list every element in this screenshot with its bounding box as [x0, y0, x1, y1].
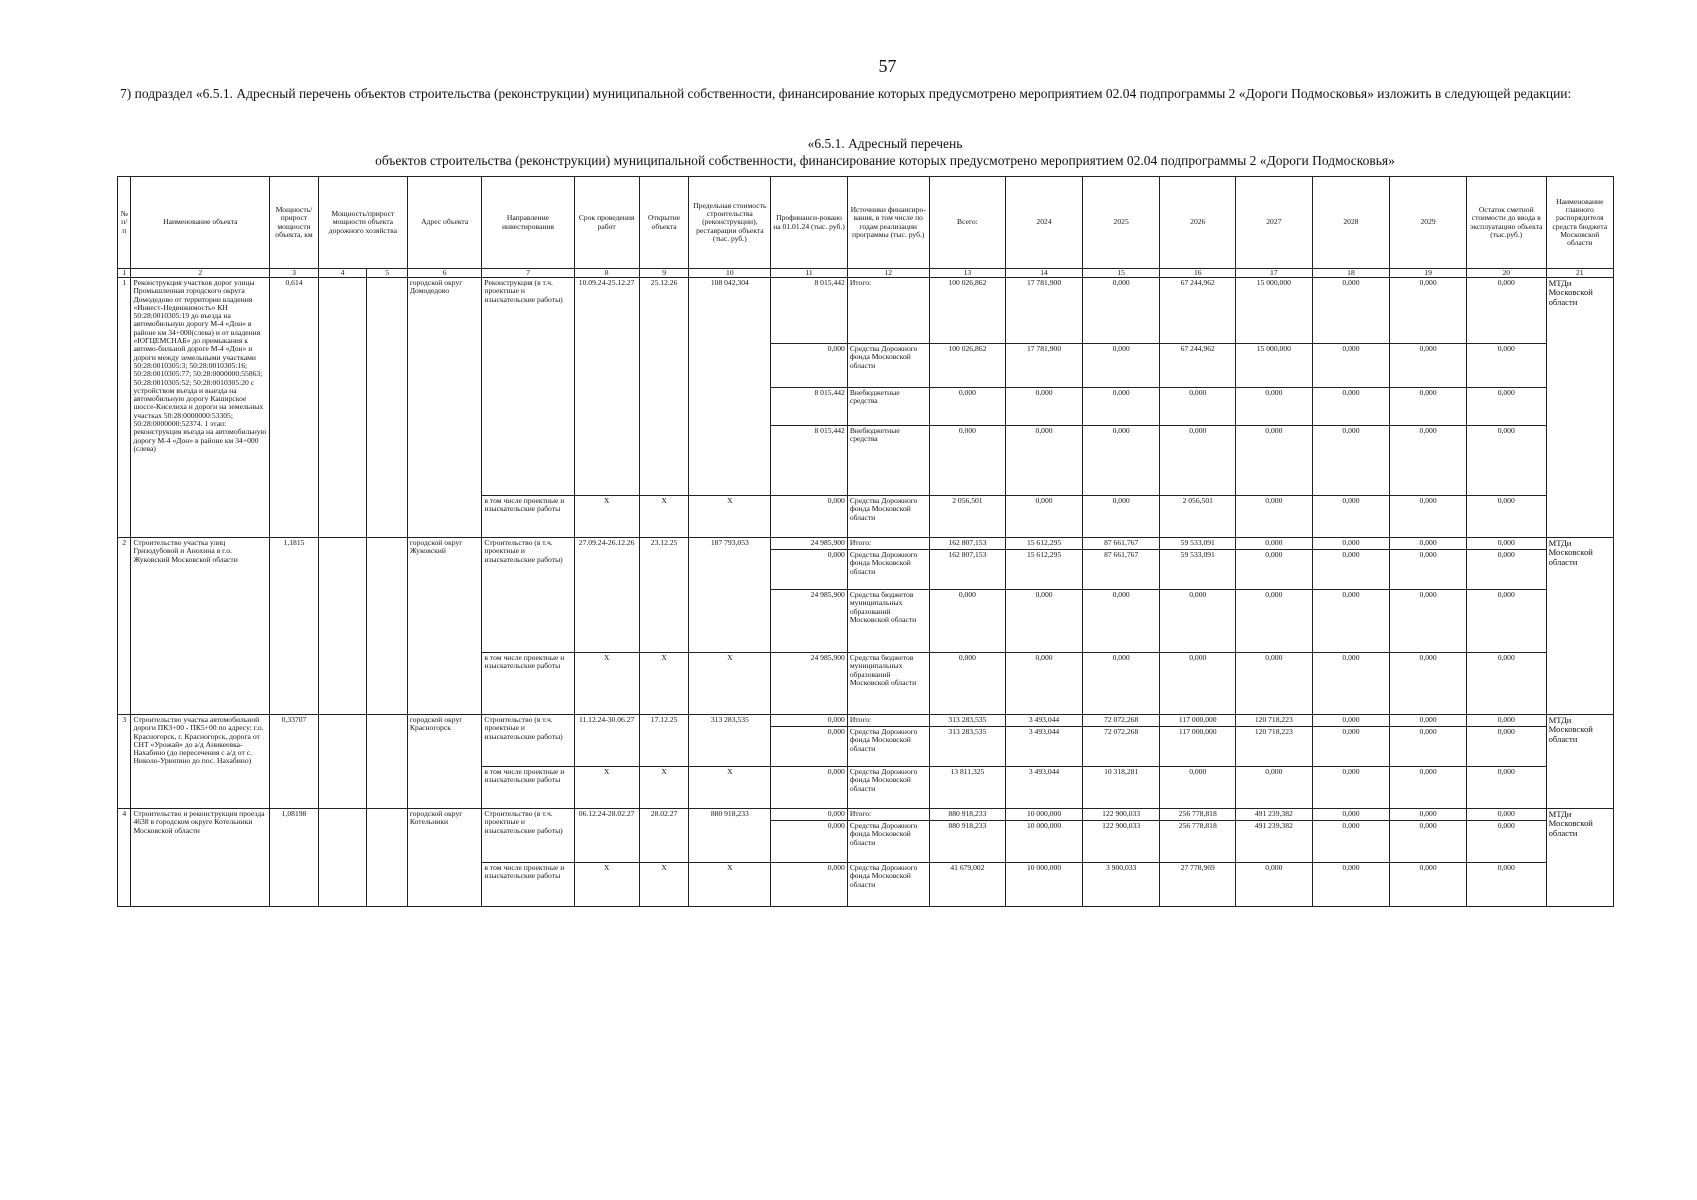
total-value: 880 918,233	[929, 809, 1006, 821]
column-number: 10	[689, 269, 771, 278]
funding-source: Внебюджетные средства	[847, 388, 929, 426]
object-distributor: МТДи Московской области	[1546, 809, 1613, 907]
value-2026: 117 000,000	[1160, 727, 1236, 767]
x-mark: X	[574, 496, 639, 538]
object-direction-sub: в том числе проектные и изыскательские работы	[482, 767, 574, 809]
total-value: 0,000	[929, 426, 1006, 496]
intro-paragraph: 7) подраздел «6.5.1. Адресный перечень объектов строительства (реконструкции) муниципальной собственности, финансирование которых предусмотрено мероприятием 02.04 подпрограммы 2 «Дороги Подмосковья» изложить в следующей редакции:	[120, 86, 1572, 101]
object-term: 11.12.24-30.06.27	[574, 715, 639, 767]
funding-source: Средства бюджетов муниципальных образований Московской области	[847, 590, 929, 653]
value-2028: 0,000	[1312, 278, 1390, 344]
value-2029: 0,000	[1390, 344, 1467, 388]
funding-source: Средства Дорожного фонда Московской области	[847, 727, 929, 767]
prefinanced-value: 24 985,900	[771, 538, 848, 550]
value-2029: 0,000	[1390, 653, 1467, 715]
header-capacity-object: Мощность/ прирост мощности объекта, км	[270, 177, 319, 269]
value-2026: 256 778,818	[1160, 821, 1236, 863]
value-2028: 0,000	[1312, 821, 1390, 863]
value-2027: 15 000,000	[1236, 278, 1313, 344]
column-number: 12	[847, 269, 929, 278]
remainder-value: 0,000	[1466, 344, 1546, 388]
table-header-row	[118, 177, 1614, 269]
header-num: № п/п	[118, 177, 131, 269]
value-2024: 17 781,900	[1006, 278, 1083, 344]
object-distributor: МТДи Московской области	[1546, 715, 1613, 809]
x-mark: X	[639, 653, 689, 715]
object-capacity-road	[318, 278, 367, 538]
object-name: Строительство и реконструкция проезда 4638 в городском округе Котельники Московской области	[131, 809, 270, 907]
column-number-row	[118, 269, 1614, 278]
value-2024: 0,000	[1006, 653, 1083, 715]
object-distributor: МТДи Московской области	[1546, 278, 1613, 538]
prefinanced-value: 0,000	[771, 821, 848, 863]
value-2028: 0,000	[1312, 715, 1390, 727]
header-opening: Открытие объекта	[639, 177, 689, 269]
value-2025: 0,000	[1082, 590, 1160, 653]
funding-source: Итого:	[847, 715, 929, 727]
remainder-value: 0,000	[1466, 727, 1546, 767]
total-value: 313 283,535	[929, 727, 1006, 767]
column-number: 9	[639, 269, 689, 278]
column-number: 15	[1082, 269, 1160, 278]
header-2028: 2028	[1312, 177, 1390, 269]
object-opening: 28.02.27	[639, 809, 689, 863]
value-2026: 2 056,501	[1160, 496, 1236, 538]
remainder-value: 0,000	[1466, 550, 1546, 590]
total-value: 100 026,862	[929, 278, 1006, 344]
value-2029: 0,000	[1390, 590, 1467, 653]
total-value: 880 918,233	[929, 821, 1006, 863]
value-2027: 0,000	[1236, 590, 1313, 653]
object-term: 27.09.24-26.12.26	[574, 538, 639, 653]
column-number: 21	[1546, 269, 1613, 278]
prefinanced-value: 0,000	[771, 809, 848, 821]
section-title: «6.5.1. Адресный перечень	[807, 136, 963, 151]
column-number: 6	[407, 269, 482, 278]
object-number: 3	[118, 715, 131, 809]
value-2029: 0,000	[1390, 388, 1467, 426]
value-2024: 3 493,044	[1006, 767, 1083, 809]
remainder-value: 0,000	[1466, 809, 1546, 821]
value-2029: 0,000	[1390, 727, 1467, 767]
address-list-table	[117, 176, 1614, 907]
x-mark: X	[574, 653, 639, 715]
value-2027: 0,000	[1236, 496, 1313, 538]
column-number: 16	[1160, 269, 1236, 278]
value-2026: 117 000,000	[1160, 715, 1236, 727]
table-row	[118, 715, 1614, 727]
value-2026: 27 778,969	[1160, 863, 1236, 907]
remainder-value: 0,000	[1466, 496, 1546, 538]
value-2024: 0,000	[1006, 426, 1083, 496]
x-mark: X	[689, 496, 771, 538]
value-2029: 0,000	[1390, 550, 1467, 590]
column-number: 17	[1236, 269, 1313, 278]
prefinanced-value: 0,000	[771, 344, 848, 388]
value-2025: 72 072,268	[1082, 715, 1160, 727]
value-2024: 10 000,000	[1006, 809, 1083, 821]
x-mark: X	[574, 767, 639, 809]
value-2026: 0,000	[1160, 767, 1236, 809]
column-number: 5	[367, 269, 407, 278]
value-2028: 0,000	[1312, 863, 1390, 907]
total-value: 0,000	[929, 653, 1006, 715]
object-term: 10.09.24-25.12.27	[574, 278, 639, 496]
column-number: 7	[482, 269, 574, 278]
value-2027: 491 239,382	[1236, 809, 1313, 821]
column-number: 14	[1006, 269, 1083, 278]
value-2025: 122 900,033	[1082, 821, 1160, 863]
remainder-value: 0,000	[1466, 767, 1546, 809]
funding-source: Итого:	[847, 538, 929, 550]
object-direction-sub: в том числе проектные и изыскательские работы	[482, 496, 574, 538]
remainder-value: 0,000	[1466, 426, 1546, 496]
value-2024: 17 781,900	[1006, 344, 1083, 388]
column-number: 4	[318, 269, 367, 278]
value-2029: 0,000	[1390, 426, 1467, 496]
object-capacity: 0,614	[270, 278, 319, 538]
column-number: 8	[574, 269, 639, 278]
prefinanced-value: 24 985,900	[771, 590, 848, 653]
value-2028: 0,000	[1312, 344, 1390, 388]
object-capacity-extra	[367, 809, 407, 907]
total-value: 162 807,153	[929, 550, 1006, 590]
section-subtitle: объектов строительства (реконструкции) муниципальной собственности, финансирование которых предусмотрено мероприятием 02.04 подпрограммы 2 «Дороги Подмосковья»	[375, 153, 1395, 168]
object-limit-cost: 313 283,535	[689, 715, 771, 767]
x-mark: X	[639, 863, 689, 907]
funding-source: Средства бюджетов муниципальных образований Московской области	[847, 653, 929, 715]
table-row	[118, 809, 1614, 821]
x-mark: X	[689, 767, 771, 809]
value-2024: 15 612,295	[1006, 550, 1083, 590]
total-value: 100 026,862	[929, 344, 1006, 388]
object-number: 2	[118, 538, 131, 715]
remainder-value: 0,000	[1466, 863, 1546, 907]
column-number: 2	[131, 269, 270, 278]
value-2029: 0,000	[1390, 863, 1467, 907]
header-2029: 2029	[1390, 177, 1467, 269]
object-capacity-extra	[367, 278, 407, 538]
column-number: 19	[1390, 269, 1467, 278]
object-limit-cost: 108 042,304	[689, 278, 771, 496]
header-capacity-road: Мощность/прирост мощности объекта дорожного хозяйства	[318, 177, 407, 269]
value-2025: 0,000	[1082, 388, 1160, 426]
value-2026: 0,000	[1160, 590, 1236, 653]
prefinanced-value: 0,000	[771, 727, 848, 767]
prefinanced-value: 24 985,900	[771, 653, 848, 715]
value-2027: 491 239,382	[1236, 821, 1313, 863]
value-2028: 0,000	[1312, 727, 1390, 767]
value-2024: 10 000,000	[1006, 821, 1083, 863]
total-value: 162 807,153	[929, 538, 1006, 550]
x-mark: X	[639, 496, 689, 538]
object-direction: Строительство (в т.ч. проектные и изыскательские работы)	[482, 809, 574, 863]
value-2027: 0,000	[1236, 538, 1313, 550]
value-2027: 0,000	[1236, 863, 1313, 907]
header-sources: Источники финансиро-вания, в том числе по годам реализации программы (тыс. руб.)	[847, 177, 929, 269]
value-2026: 0,000	[1160, 653, 1236, 715]
value-2028: 0,000	[1312, 767, 1390, 809]
value-2029: 0,000	[1390, 278, 1467, 344]
funding-source: Средства Дорожного фонда Московской области	[847, 496, 929, 538]
value-2029: 0,000	[1390, 496, 1467, 538]
value-2027: 15 000,000	[1236, 344, 1313, 388]
header-direction: Направление инвестирования	[482, 177, 574, 269]
value-2026: 59 533,091	[1160, 550, 1236, 590]
object-opening: 23.12.25	[639, 538, 689, 653]
prefinanced-value: 8 015,442	[771, 278, 848, 344]
prefinanced-value: 0,000	[771, 550, 848, 590]
header-total: Всего:	[929, 177, 1006, 269]
object-name: Реконструкция участков дорог улицы Промышленная городского округа Домодедово от территории владения «Инвест-Недвижимость» КН 50:28:0010305:19 до въезда на автомобильную дорогу М-4 «Дон» в районе км 34+000(слева) и от владения «ЮГЦЕМСНАБ» до примыкания к автомо-бильной дороге М-4 «Дон» и дороги между земельными участками 50:28:0010305:3; 50:28:0010305:16; 50:28:0010305:77; 50:28:0000000:55863; 50:28:0010305:52; 50:28:0010305:20 с устройством въезда и выезда на автомобильную дорогу Каширское шоссе-Киселиха и дороги на земельных участках 50:28:0000000:53305; 50:28:0000000:52374. 1 этап: реконструкция въезда на автомобильную дорогу М-4 «Дон» в районе км 34+000 (слева)	[131, 278, 270, 538]
value-2025: 0,000	[1082, 344, 1160, 388]
value-2024: 0,000	[1006, 388, 1083, 426]
funding-source: Средства Дорожного фонда Московской области	[847, 767, 929, 809]
total-value: 313 283,535	[929, 715, 1006, 727]
header-2024: 2024	[1006, 177, 1083, 269]
value-2027: 0,000	[1236, 653, 1313, 715]
object-opening: 17.12.25	[639, 715, 689, 767]
value-2028: 0,000	[1312, 388, 1390, 426]
column-number: 3	[270, 269, 319, 278]
value-2025: 0,000	[1082, 653, 1160, 715]
object-limit-cost: 880 918,233	[689, 809, 771, 863]
value-2024: 3 493,044	[1006, 715, 1083, 727]
remainder-value: 0,000	[1466, 590, 1546, 653]
value-2026: 67 244,962	[1160, 344, 1236, 388]
object-capacity-road	[318, 715, 367, 809]
page-number: 57	[878, 56, 897, 76]
object-address: городской округ Жуковский	[407, 538, 482, 715]
value-2027: 120 718,223	[1236, 715, 1313, 727]
object-capacity: 1,1815	[270, 538, 319, 715]
value-2026: 59 533,091	[1160, 538, 1236, 550]
column-number: 20	[1466, 269, 1546, 278]
value-2029: 0,000	[1390, 767, 1467, 809]
object-capacity-road	[318, 538, 367, 715]
prefinanced-value: 0,000	[771, 767, 848, 809]
header-limit-cost: Предельная стоимость строительства (реконструкции), реставрации объекта (тыс. руб.)	[689, 177, 771, 269]
value-2028: 0,000	[1312, 550, 1390, 590]
object-address: городской округ Котельники	[407, 809, 482, 907]
header-remainder: Остаток сметной стоимости до ввода в эксплуатацию объекта (тыс.руб.)	[1466, 177, 1546, 269]
funding-source: Средства Дорожного фонда Московской области	[847, 344, 929, 388]
value-2027: 0,000	[1236, 767, 1313, 809]
object-number: 4	[118, 809, 131, 907]
object-direction: Строительство (в т.ч. проектные и изыскательские работы)	[482, 715, 574, 767]
header-name: Наименование объекта	[131, 177, 270, 269]
value-2025: 0,000	[1082, 426, 1160, 496]
total-value: 0,000	[929, 590, 1006, 653]
column-number: 13	[929, 269, 1006, 278]
header-2027: 2027	[1236, 177, 1313, 269]
total-value: 0,000	[929, 388, 1006, 426]
header-2025: 2025	[1082, 177, 1160, 269]
object-number: 1	[118, 278, 131, 538]
prefinanced-value: 8 015,442	[771, 388, 848, 426]
remainder-value: 0,000	[1466, 653, 1546, 715]
prefinanced-value: 0,000	[771, 863, 848, 907]
value-2028: 0,000	[1312, 809, 1390, 821]
value-2027: 120 718,223	[1236, 727, 1313, 767]
value-2027: 0,000	[1236, 426, 1313, 496]
header-term: Срок проведения работ	[574, 177, 639, 269]
value-2026: 0,000	[1160, 426, 1236, 496]
value-2028: 0,000	[1312, 538, 1390, 550]
funding-source: Итого:	[847, 278, 929, 344]
value-2025: 10 318,281	[1082, 767, 1160, 809]
value-2029: 0,000	[1390, 715, 1467, 727]
object-address: городской округ Домодедово	[407, 278, 482, 538]
value-2027: 0,000	[1236, 388, 1313, 426]
value-2025: 72 072,268	[1082, 727, 1160, 767]
object-capacity-extra	[367, 715, 407, 809]
table-row	[118, 538, 1614, 550]
remainder-value: 0,000	[1466, 715, 1546, 727]
value-2024: 10 000,000	[1006, 863, 1083, 907]
value-2025: 0,000	[1082, 496, 1160, 538]
funding-source: Внебюджетные средства	[847, 426, 929, 496]
object-direction: Реконструкция (в т.ч. проектные и изыскательские работы)	[482, 278, 574, 496]
object-distributor: МТДи Московской области	[1546, 538, 1613, 715]
value-2024: 3 493,044	[1006, 727, 1083, 767]
value-2026: 0,000	[1160, 388, 1236, 426]
object-capacity-road	[318, 809, 367, 907]
remainder-value: 0,000	[1466, 278, 1546, 344]
remainder-value: 0,000	[1466, 388, 1546, 426]
header-prefinanced: Профинанси-ровано на 01.01.24 (тыс. руб.)	[771, 177, 848, 269]
value-2026: 67 244,962	[1160, 278, 1236, 344]
x-mark: X	[689, 653, 771, 715]
x-mark: X	[574, 863, 639, 907]
total-value: 41 679,002	[929, 863, 1006, 907]
value-2025: 3 900,033	[1082, 863, 1160, 907]
object-capacity: 1,08198	[270, 809, 319, 907]
value-2024: 0,000	[1006, 590, 1083, 653]
funding-source: Средства Дорожного фонда Московской области	[847, 550, 929, 590]
object-capacity: 0,33707	[270, 715, 319, 809]
value-2024: 15 612,295	[1006, 538, 1083, 550]
object-name: Строительство участка улиц Гризодубовой и Анохина в г.о. Жуковский Московской области	[131, 538, 270, 715]
funding-source: Итого:	[847, 809, 929, 821]
total-value: 2 056,501	[929, 496, 1006, 538]
value-2028: 0,000	[1312, 496, 1390, 538]
remainder-value: 0,000	[1466, 538, 1546, 550]
x-mark: X	[639, 767, 689, 809]
header-address: Адрес объекта	[407, 177, 482, 269]
object-name: Строительство участка автомобильной дороги ПК3+00 - ПК5+00 по адресу: г.о. Красногорск, г. Красногорск, дорога от СНТ «Урожай» до а/д Аникеевка-Нахабино (до пересечения с а/д от с. Николо-Урюпино до пос. Нахабино)	[131, 715, 270, 809]
value-2025: 0,000	[1082, 278, 1160, 344]
value-2028: 0,000	[1312, 590, 1390, 653]
x-mark: X	[689, 863, 771, 907]
table-row	[118, 278, 1614, 344]
prefinanced-value: 8 015,442	[771, 426, 848, 496]
prefinanced-value: 0,000	[771, 715, 848, 727]
prefinanced-value: 0,000	[771, 496, 848, 538]
value-2025: 87 661,767	[1082, 550, 1160, 590]
object-direction: Строительство (в т.ч. проектные и изыскательские работы)	[482, 538, 574, 653]
object-direction-sub: в том числе проектные и изыскательские работы	[482, 653, 574, 715]
value-2029: 0,000	[1390, 821, 1467, 863]
value-2028: 0,000	[1312, 426, 1390, 496]
column-number: 11	[771, 269, 848, 278]
value-2024: 0,000	[1006, 496, 1083, 538]
value-2025: 87 661,767	[1082, 538, 1160, 550]
funding-source: Средства Дорожного фонда Московской области	[847, 863, 929, 907]
column-number: 1	[118, 269, 131, 278]
object-limit-cost: 187 793,053	[689, 538, 771, 653]
header-2026: 2026	[1160, 177, 1236, 269]
object-address: городской округ Красногорск	[407, 715, 482, 809]
total-value: 13 811,325	[929, 767, 1006, 809]
value-2027: 0,000	[1236, 550, 1313, 590]
column-number: 18	[1312, 269, 1390, 278]
object-direction-sub: в том числе проектные и изыскательские работы	[482, 863, 574, 907]
funding-source: Средства Дорожного фонда Московской области	[847, 821, 929, 863]
object-term: 06.12.24-28.02.27	[574, 809, 639, 863]
value-2025: 122 900,033	[1082, 809, 1160, 821]
object-capacity-extra	[367, 538, 407, 715]
value-2028: 0,000	[1312, 653, 1390, 715]
value-2029: 0,000	[1390, 809, 1467, 821]
remainder-value: 0,000	[1466, 821, 1546, 863]
value-2029: 0,000	[1390, 538, 1467, 550]
object-opening: 25.12.26	[639, 278, 689, 496]
value-2026: 256 778,818	[1160, 809, 1236, 821]
header-distributor: Наименование главного распорядителя средств бюджета Московской области	[1546, 177, 1613, 269]
